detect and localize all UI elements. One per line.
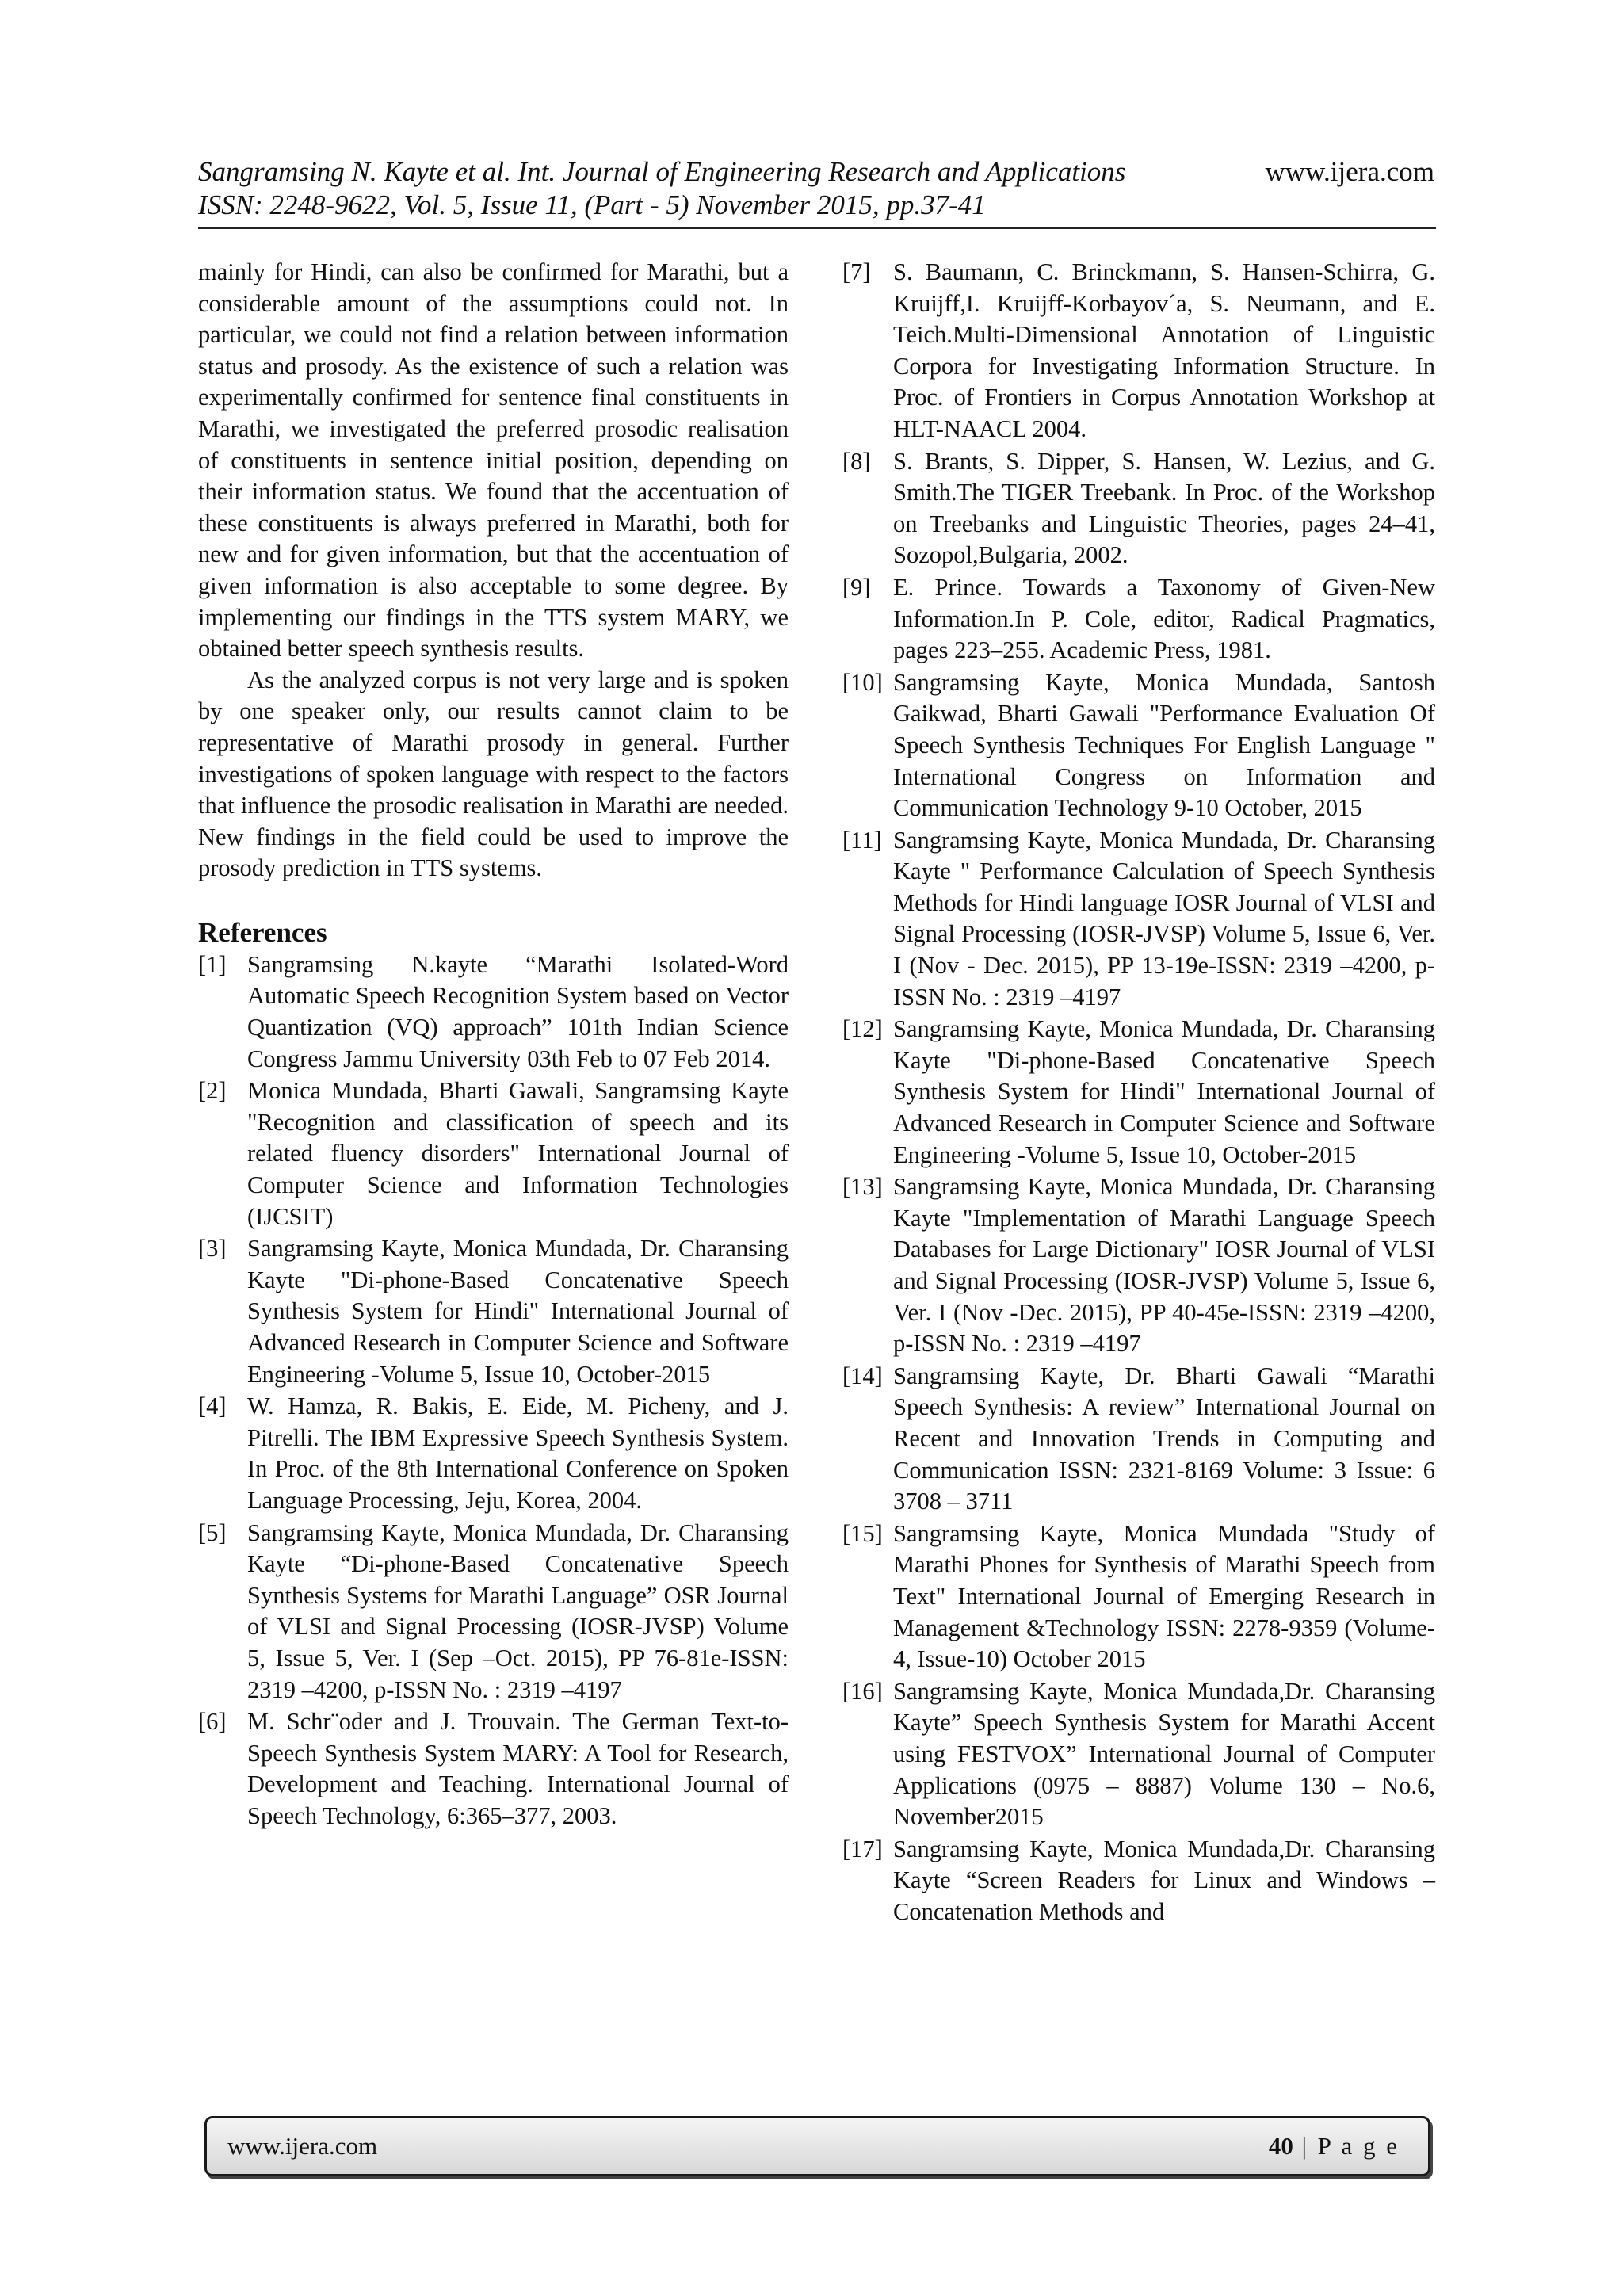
page-label: | P a g e [1293,2132,1400,2160]
reference-number: [10] [842,668,883,696]
reference-item [198,1518,789,1706]
reference-text: E. Prince. Towards a Taxonomy of Given-New Information.In P. Cole, editor, Radical Pragmatics, pages 223–255. Academic Press, 1981. [893,573,1435,664]
header-line-1 [198,155,1434,189]
reference-item [842,1676,1435,1833]
reference-item [842,1834,1435,1928]
reference-item [198,1706,789,1832]
journal-url[interactable]: www.ijera.com [1265,156,1434,187]
reference-text: S. Baumann, C. Brinckmann, S. Hansen-Schirra, G. Kruijff,I. Kruijff-Korbayov´a, S. Neumann, and E. Teich.Multi-Dimensional Annotation of Linguistic Corpora for Investigating Information Structure. In Proc. of Frontiers in Corpus Annotation Workshop at HLT-NAACL 2004. [893,258,1435,442]
reference-number: [9] [842,573,871,601]
reference-number: [7] [842,258,871,285]
reference-number: [14] [842,1362,883,1389]
reference-item [198,1233,789,1390]
body-paragraph: As the analyzed corpus is not very large and is spoken by one speaker only, our results cannot claim to be representative of Marathi prosody in general. Further investigations of spoken language with respect to the factors that influence the prosodic realisation in Marathi are needed. New findings in the field could be used to improve the prosody prediction in TTS systems. [198,666,789,882]
reference-number: [2] [198,1077,227,1105]
reference-item [842,667,1435,824]
reference-text: Sangramsing Kayte, Monica Mundada, Dr. Charansing Kayte “Di-phone-Based Concatenative Speech Synthesis Systems for Marathi Language” OSR Journal of VLSI and Signal Processing (IOSR-JVSP) Volume 5, Issue 5, Ver. I (Sep –Oct. 2015), PP 76-81e-ISSN: 2319 –4200, p-ISSN No. : 2319 –4197 [247,1519,789,1703]
reference-text: S. Brants, S. Dipper, S. Hansen, W. Lezius, and G. Smith.The TIGER Treebank. In Proc. of the Workshop on Treebanks and Linguistic Theories, pages 24–41, Sozopol,Bulgaria, 2002. [893,447,1435,569]
reference-item [842,257,1435,445]
page-number-value: 40 [1268,2132,1293,2160]
reference-number: [13] [842,1173,883,1201]
reference-item [198,1075,789,1232]
reference-number: [3] [198,1235,227,1263]
reference-text: Sangramsing Kayte, Monica Mundada, Dr. Charansing Kayte " Performance Calculation of Speech Synthesis Methods for Hindi language IOSR Journal of VLSI and Signal Processing (IOSR-JVSP) Volume 5, Issue 6, Ver. I (Nov - Dec. 2015), PP 13-19e-ISSN: 2319 –4200, p-ISSN No. : 2319 –4197 [893,826,1435,1010]
reference-item [842,1014,1435,1171]
reference-item [842,572,1435,667]
reference-item [842,1519,1435,1675]
reference-text: Sangramsing Kayte, Monica Mundada, Santosh Gaikwad, Bharti Gawali "Performance Evaluation Of Speech Synthesis Techniques For English Language " International Congress on Information and Communication Technology 9-10 October, 2015 [893,668,1435,822]
references-heading: References [198,916,327,948]
right-column [842,257,1435,1928]
reference-number: [6] [198,1708,227,1736]
reference-text: Sangramsing Kayte, Monica Mundada "Study of Marathi Phones for Synthesis of Marathi Speech from Text" International Journal of Emerging Research in Management &Technology ISSN: 2278-9359 (Volume-4, Issue-10) October 2015 [893,1519,1435,1673]
reference-item [198,1391,789,1516]
body-paragraph: mainly for Hindi, can also be confirmed for Marathi, but a considerable amount of the assumptions could not. In particular, we could not find a relation between information status and prosody. As the existence of such a relation was experimentally confirmed for sentence final constituents in Marathi, we investigated the preferred prosodic realisation of constituents in sentence initial position, depending on their information status. We found that the accentuation of these constituents is always preferred in Marathi, both for new and for given information, but that the accentuation of given information is also acceptable to some degree. By implementing our findings in the TTS system MARY, we obtained better speech synthesis results. [198,258,789,663]
footer-site-link[interactable]: www.ijera.com [227,2132,378,2160]
page-number [1269,2132,1400,2160]
journal-title: Sangramsing N. Kayte et al. Int. Journal of Engineering Research and Applications [198,156,1126,187]
reference-text: Monica Mundada, Bharti Gawali, Sangramsing Kayte "Recognition and classification of speech and its related fluency disorders" International Journal of Computer Science and Information Technologies (IJCSIT) [247,1077,789,1230]
left-column [198,257,789,1833]
header-divider [198,227,1436,229]
reference-number: [16] [842,1677,883,1705]
reference-number: [11] [842,826,882,854]
reference-number: [4] [198,1392,227,1420]
reference-text: Sangramsing N.kayte “Marathi Isolated-Word Automatic Speech Recognition System based on Vector Quantization (VQ) approach” 101th Indian Science Congress Jammu University 03th Feb to 07 Feb 2014. [247,950,789,1072]
page-footer [204,2116,1430,2176]
reference-item [842,446,1435,571]
running-header [198,155,1434,222]
reference-item [842,825,1435,1014]
reference-number: [15] [842,1519,883,1547]
reference-text: W. Hamza, R. Bakis, E. Eide, M. Picheny, and J. Pitrelli. The IBM Expressive Speech Synthesis System. In Proc. of the 8th International Conference on Spoken Language Processing, Jeju, Korea, 2004. [247,1392,789,1514]
reference-number: [8] [842,447,871,475]
reference-text: Sangramsing Kayte, Monica Mundada,Dr. Charansing Kayte “Screen Readers for Linux and Windows – Concatenation Methods and [893,1835,1435,1925]
reference-text: Sangramsing Kayte, Monica Mundada, Dr. Charansing Kayte "Di-phone-Based Concatenative Speech Synthesis System for Hindi" International Journal of Advanced Research in Computer Science and Software Engineering -Volume 5, Issue 10, October-2015 [893,1015,1435,1168]
reference-text: Sangramsing Kayte, Dr. Bharti Gawali “Marathi Speech Synthesis: A review” International Journal on Recent and Innovation Trends in Computing and Communication ISSN: 2321-8169 Volume: 3 Issue: 6 3708 – 3711 [893,1362,1435,1515]
reference-item [842,1361,1435,1518]
reference-text: Sangramsing Kayte, Monica Mundada, Dr. Charansing Kayte "Implementation of Marathi Language Speech Databases for Large Dictionary" IOSR Journal of VLSI and Signal Processing (IOSR-JVSP) Volume 5, Issue 6, Ver. I (Nov -Dec. 2015), PP 40-45e-ISSN: 2319 –4200, p-ISSN No. : 2319 –4197 [893,1173,1435,1358]
reference-item [842,1171,1435,1360]
issn-line: ISSN: 2248-9622, Vol. 5, Issue 11, (Part - 5) November 2015, pp.37-41 [198,189,986,220]
reference-item [198,949,789,1075]
reference-text: Sangramsing Kayte, Monica Mundada, Dr. Charansing Kayte "Di-phone-Based Concatenative Speech Synthesis System for Hindi" International Journal of Advanced Research in Computer Science and Software Engineering -Volume 5, Issue 10, October-2015 [247,1235,789,1388]
reference-number: [17] [842,1835,883,1862]
reference-number: [1] [198,950,227,978]
reference-number: [12] [842,1015,883,1043]
reference-number: [5] [198,1519,227,1546]
reference-text: Sangramsing Kayte, Monica Mundada,Dr. Charansing Kayte” Speech Synthesis System for Marathi Accent using FESTVOX” International Journal of Computer Applications (0975 – 8887) Volume 130 – No.6, November2015 [893,1677,1435,1831]
reference-text: M. Schr¨oder and J. Trouvain. The German Text-to-Speech Synthesis System MARY: A Tool for Research, Development and Teaching. International Journal of Speech Technology, 6:365–377, 2003. [247,1708,789,1829]
